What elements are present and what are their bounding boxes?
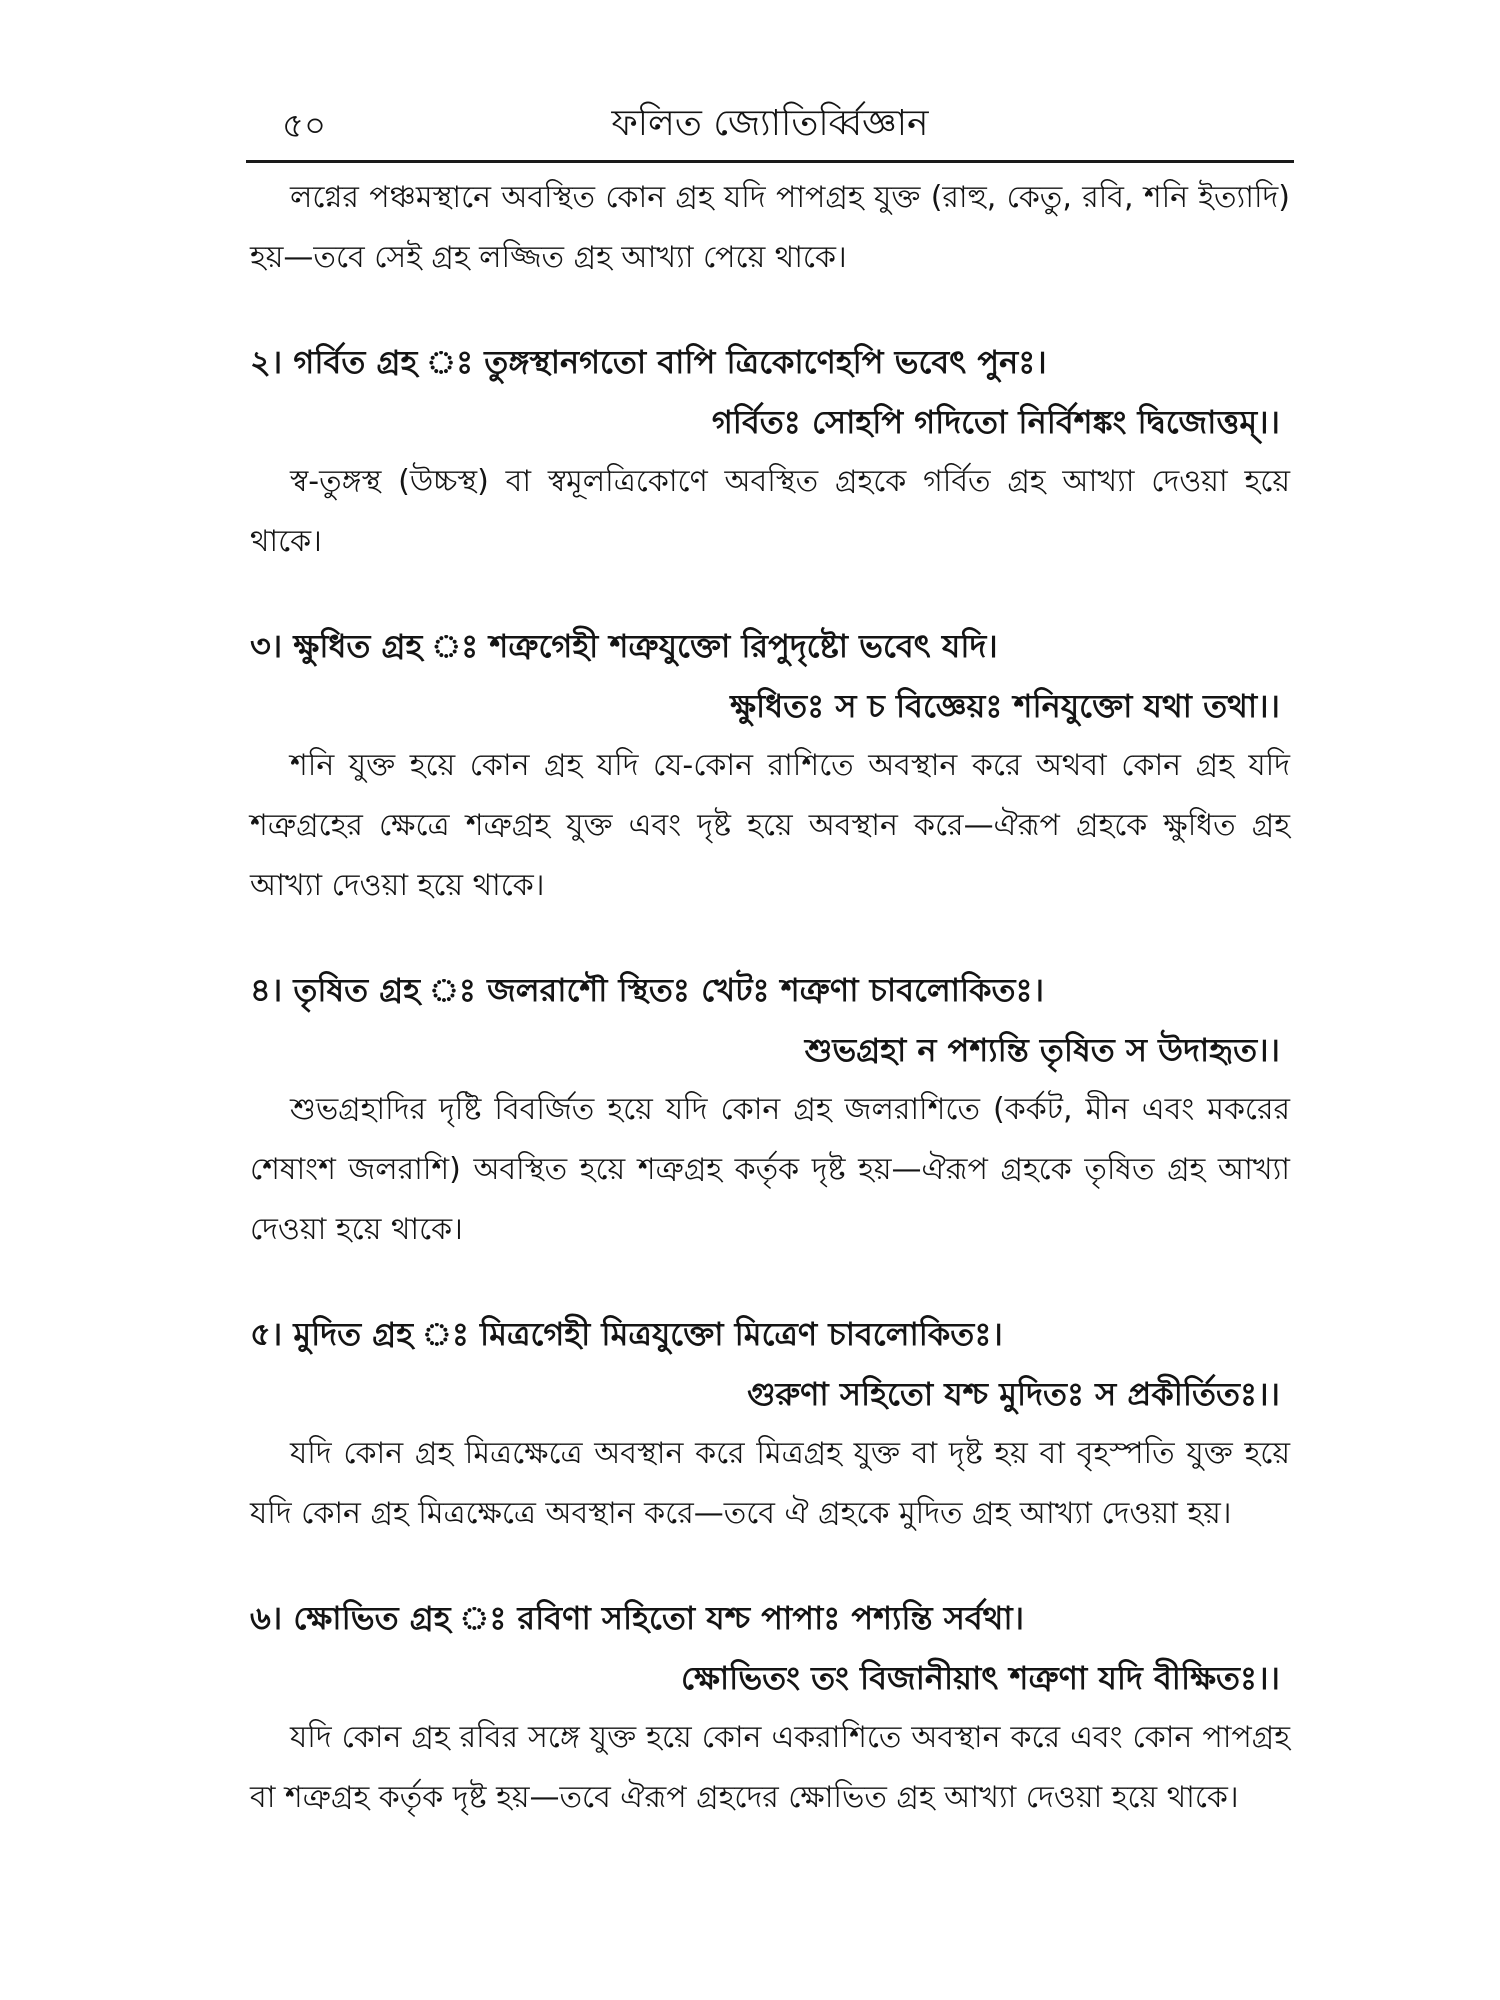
section-mudita — [250, 1304, 1290, 1544]
sloka-line-2: ক্ষোভিতং তং বিজানীয়াৎ শত্রুণা যদি বীক্ষিতঃ।। — [681, 1659, 1280, 1697]
explanation-paragraph: শনি যুক্ত হয়ে কোন গ্রহ যদি যে-কোন রাশিতে অবস্থান করে অথবা কোন গ্রহ যদি শত্রুগ্রহের ক্ষেত্রে শত্রুগ্রহ যুক্ত এবং দৃষ্ট হয়ে অবস্থান করে—ঐরূপ গ্রহকে ক্ষুধিত গ্রহ আখ্যা দেওয়া হয়ে থাকে। — [250, 748, 1290, 903]
sloka-line-1: ৫। মুদিত গ্রহ ঃ মিত্রগেহী মিত্রযুক্তো মিত্রেণ চাবলোকিতঃ। — [250, 1315, 1003, 1353]
sloka — [250, 1588, 1290, 1708]
explanation-paragraph: যদি কোন গ্রহ রবির সঙ্গে যুক্ত হয়ে কোন একরাশিতে অবস্থান করে এবং কোন পাপগ্রহ বা শত্রুগ্রহ কর্তৃক দৃষ্ট হয়—তবে ঐরূপ গ্রহদের ক্ষোভিত গ্রহ আখ্যা দেওয়া হয়ে থাকে। — [250, 1720, 1290, 1815]
sloka-line-1: ২। গর্বিত গ্রহ ঃ তুঙ্গস্থানগতো বাপি ত্রিকোণেহপি ভবেৎ পুনঃ। — [250, 343, 1047, 381]
explanation-paragraph: স্ব-তুঙ্গস্থ (উচ্চস্থ) বা স্বমূলত্রিকোণে অবস্থিত গ্রহকে গর্বিত গ্রহ আখ্যা দেওয়া হয়ে থাকে। — [250, 464, 1290, 559]
intro-paragraph: লগ্নের পঞ্চমস্থানে অবস্থিত কোন গ্রহ যদি পাপগ্রহ যুক্ত (রাহু, কেতু, রবি, শনি ইত্যাদি) হয়—তবে সেই গ্রহ লজ্জিত গ্রহ আখ্যা পেয়ে থাকে। — [250, 180, 1290, 275]
sloka — [250, 332, 1290, 452]
sloka — [250, 960, 1290, 1080]
sloka-line-1: ৩। ক্ষুধিত গ্রহ ঃ শত্রুগেহী শত্রুযুক্তো রিপুদৃষ্টো ভবেৎ যদি। — [250, 627, 998, 665]
page-number: ৫০ — [282, 106, 327, 146]
header-rule — [246, 160, 1294, 163]
sloka-line-2: শুভগ্রহা ন পশ্যন্তি তৃষিত স উদাহৃত।। — [804, 1031, 1280, 1069]
section-garvita — [250, 332, 1290, 572]
sloka-line-2: গর্বিতঃ সোহপি গদিতো নির্বিশঙ্কং দ্বিজোত্তম্।। — [711, 403, 1280, 441]
sloka-line-1: ৪। তৃষিত গ্রহ ঃ জলরাশৌ স্থিতঃ খেটঃ শত্রুণা চাবলোকিতঃ। — [250, 971, 1045, 1009]
section-kshobhita — [250, 1588, 1290, 1828]
sloka — [250, 1304, 1290, 1424]
page-header — [250, 96, 1290, 156]
section-trishita — [250, 960, 1290, 1260]
explanation-paragraph: যদি কোন গ্রহ মিত্রক্ষেত্রে অবস্থান করে মিত্রগ্রহ যুক্ত বা দৃষ্ট হয় বা বৃহস্পতি যুক্ত হয়ে যদি কোন গ্রহ মিত্রক্ষেত্রে অবস্থান করে—তবে ঐ গ্রহকে মুদিত গ্রহ আখ্যা দেওয়া হয়। — [250, 1436, 1290, 1531]
sloka-line-2: গুরুণা সহিতো যশ্চ মুদিতঃ স প্রকীর্তিতঃ।। — [747, 1375, 1280, 1413]
section-kshudhita — [250, 616, 1290, 916]
explanation-paragraph: শুভগ্রহাদির দৃষ্টি বিবর্জিত হয়ে যদি কোন গ্রহ জলরাশিতে (কর্কট, মীন এবং মকরের শেষাংশ জলরাশি) অবস্থিত হয়ে শত্রুগ্রহ কর্তৃক দৃষ্ট হয়—ঐরূপ গ্রহকে তৃষিত গ্রহ আখ্যা দেওয়া হয়ে থাকে। — [250, 1092, 1290, 1247]
sloka-line-2: ক্ষুধিতঃ স চ বিজ্ঞেয়ঃ শনিযুক্তো যথা তথা।। — [730, 687, 1280, 725]
sloka — [250, 616, 1290, 736]
page-body — [250, 168, 1290, 1828]
running-title: ফলিত জ্যোতির্ব্বিজ্ঞান — [611, 103, 929, 144]
sloka-line-1: ৬। ক্ষোভিত গ্রহ ঃ রবিণা সহিতো যশ্চ পাপাঃ পশ্যন্তি সর্বথা। — [250, 1599, 1025, 1637]
